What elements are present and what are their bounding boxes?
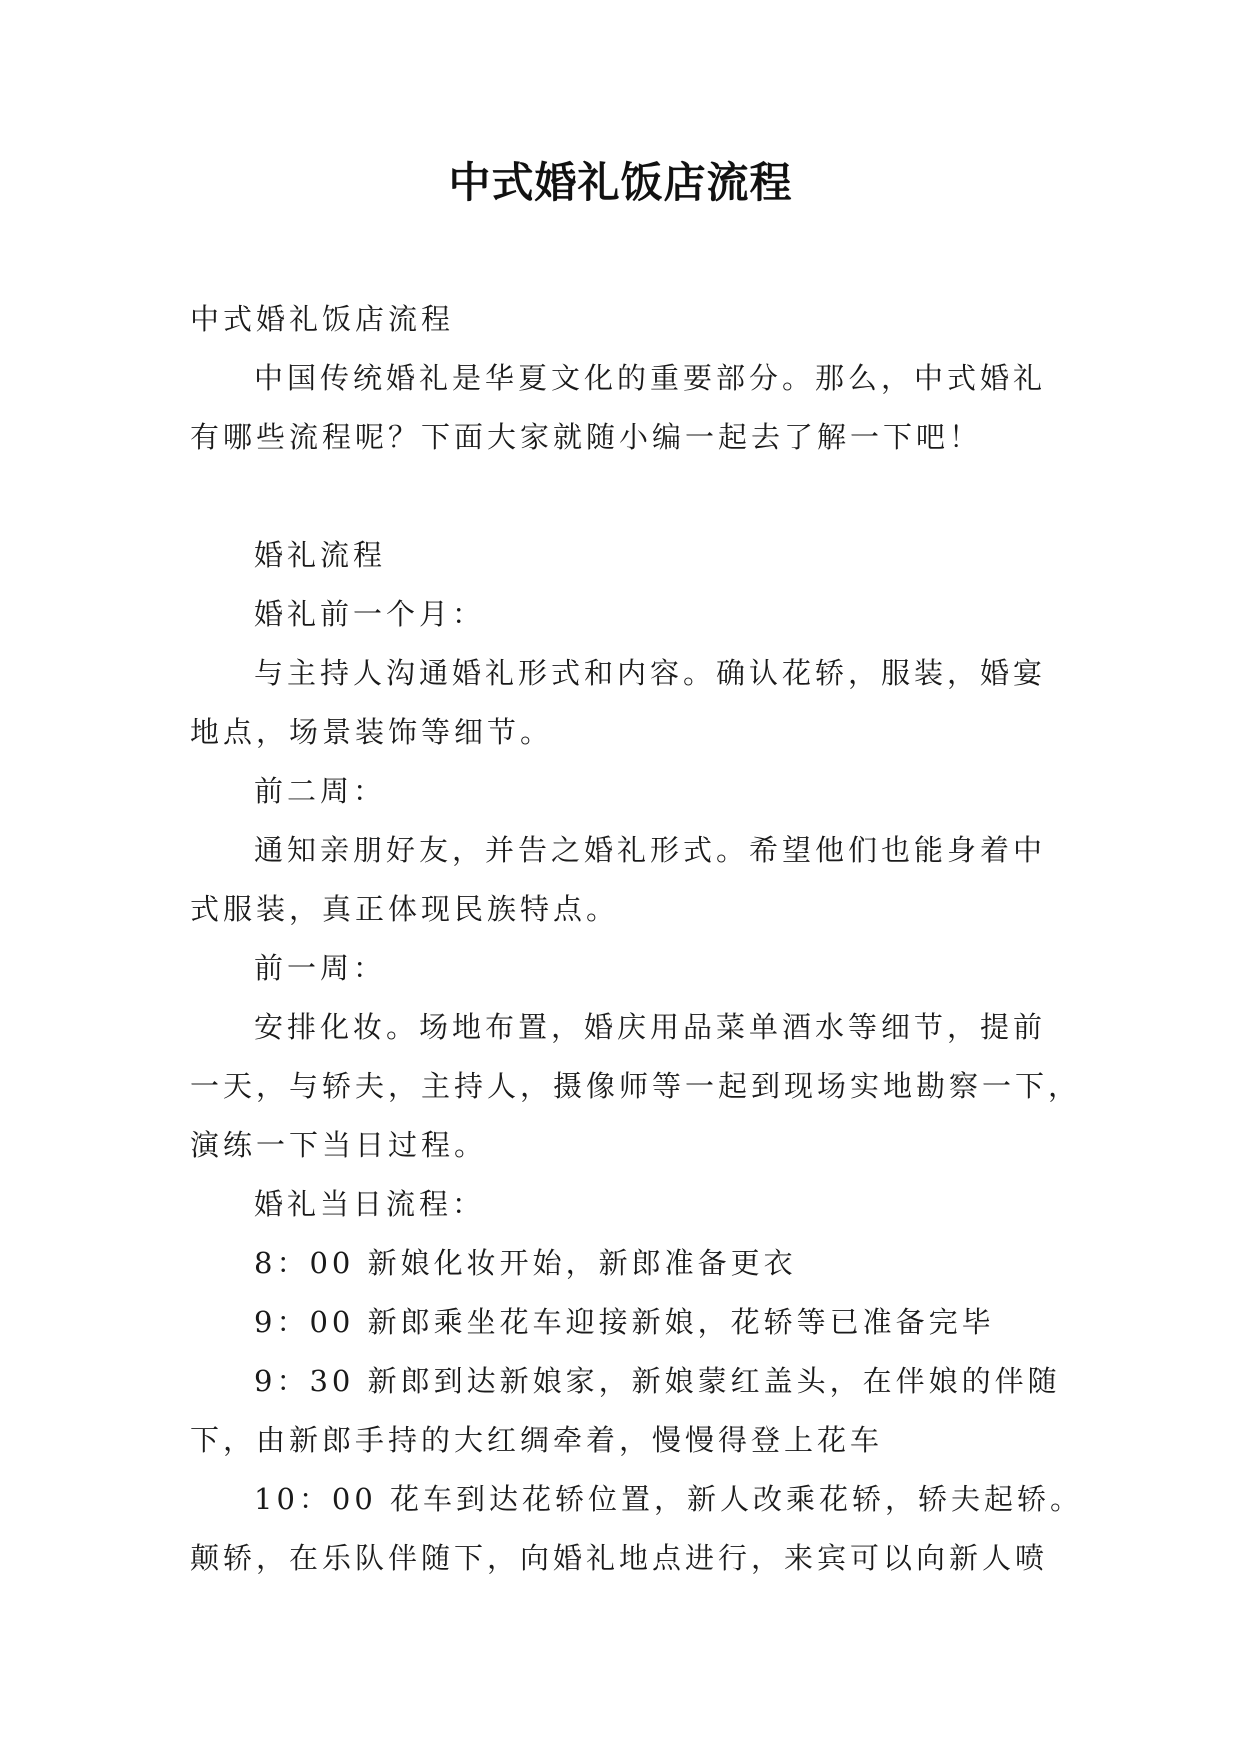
text-line: 通知亲朋好友，并告之婚礼形式。希望他们也能身着中 [254,833,1047,867]
text-line: 中国传统婚礼是华夏文化的重要部分。那么，中式婚礼 [254,361,1047,395]
text-line: 演练一下当日过程。 [190,1128,488,1162]
text-line: 颠轿，在乐队伴随下，向婚礼地点进行，来宾可以向新人喷 [190,1541,1049,1575]
text-line: 一天，与轿夫，主持人，摄像师等一起到现场实地勘察一下， [190,1069,1082,1103]
schedule-item: 10：00 花车到达花轿位置，新人改乘花轿，轿夫起轿。 [254,1482,1084,1516]
text-line: 与主持人沟通婚礼形式和内容。确认花轿，服装，婚宴 [254,656,1047,690]
subheading: 前二周： [254,774,387,808]
schedule-item: 8：00 新娘化妆开始，新郎准备更衣 [254,1246,797,1280]
text-line: 地点，场景装饰等细节。 [190,715,554,749]
text-line: 中式婚礼饭店流程 [190,302,455,336]
text-line: 有哪些流程呢？下面大家就随小编一起去了解一下吧！ [190,420,983,454]
subheading: 前一周： [254,951,387,985]
blank-line [190,467,1070,526]
text-line: 下，由新郎手持的大红绸牵着，慢慢得登上花车 [190,1423,884,1457]
text-line: 式服装，真正体现民族特点。 [190,892,620,926]
section-heading: 婚礼流程 [254,538,387,572]
document-title: 中式婚礼饭店流程 [448,158,793,207]
text-line: 安排化妆。场地布置，婚庆用品菜单酒水等细节，提前 [254,1010,1047,1044]
schedule-item: 9：00 新郎乘坐花车迎接新娘，花轿等已准备完毕 [254,1305,995,1339]
document-body [190,290,1084,1588]
schedule-item: 9：30 新郎到达新娘家，新娘蒙红盖头，在伴娘的伴随 [254,1364,1061,1398]
subheading: 婚礼前一个月： [254,597,486,631]
subheading: 婚礼当日流程： [254,1187,486,1221]
